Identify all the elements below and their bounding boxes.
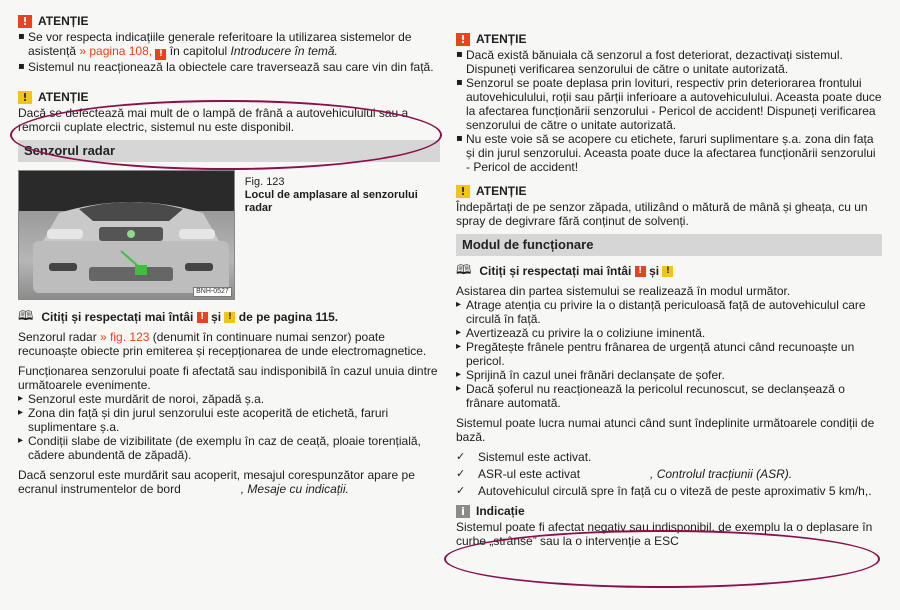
section-title-radar-sensor: Senzorul radar — [18, 140, 440, 162]
warning-yellow-icon: ! — [18, 91, 32, 104]
figure-link[interactable]: » fig. 123 — [100, 330, 150, 344]
list-item: ▸ Senzorul este murdărit de noroi, zăpadă ș.a. — [18, 392, 440, 406]
list-item: ▸ Zona din față și din jurul senzorului este acoperită de etichetă, faruri suplimentare ș.a. — [18, 406, 440, 434]
warning-item: ▪ Nu este voie să se acopere cu etichete, faruri suplimentare ș.a. zona din fața și din jurul senzorului. Aceasta poate duce la afectarea funcționării senzorului - Pericol de accident! — [456, 132, 882, 174]
left-column — [18, 0, 440, 502]
warning-box-snow-ice — [456, 184, 882, 228]
car-front-illustration — [19, 171, 235, 299]
section-title-operating-mode: Modul de funcționare — [456, 234, 882, 256]
warning-title: ATENȚIE — [476, 32, 527, 46]
warning-item: ▪ Senzorul se poate deplasa prin lovituri, respectiv prin deteriorarea frontului autovehiculului, roții sau părții inferioare a autovehiculului. Aceasta poate duce la afectarea funcționării senzorului - Pericol de accident! Dispuneți verificarea senzorului de către o unitate autorizată. — [456, 76, 882, 132]
book-icon: 🕮 — [18, 309, 34, 324]
warning-box-system-limits — [18, 14, 440, 74]
figure-123 — [18, 170, 440, 300]
warning-red-icon: ! — [197, 312, 208, 323]
warning-title: ATENȚIE — [38, 14, 89, 28]
condition-list — [18, 392, 440, 462]
list-item: ▸ Avertizează cu privire la o coliziune iminentă. — [456, 326, 882, 340]
warning-title: ATENȚIE — [38, 90, 89, 104]
note-body: Sistemul poate fi afectat negativ sau indisponibil, de exemplu la o deplasare în curbe „strânse” sau la o intervenție a ESC — [456, 520, 873, 548]
book-icon: 🕮 — [456, 263, 472, 278]
warning-yellow-icon: ! — [662, 266, 673, 277]
warning-yellow-icon: ! — [224, 312, 235, 323]
page-link[interactable]: » pagina 108, — [79, 44, 153, 58]
list-item: ✓ ASR-ul este activat , Controlul tracțiunii (ASR). — [456, 467, 882, 481]
read-first-reference: 🕮 Citiți și respectați mai întâi ! și ! de pe pagina 115. — [18, 309, 339, 324]
list-item: ▸ Condiții slabe de vizibilitate (de exemplu în caz de ceață, ploaie torențială, cădere abundentă de zăpadă). — [18, 434, 440, 462]
read-first-reference: 🕮 Citiți și respectați mai întâi ! și ! — [456, 264, 882, 278]
list-item: ▸ Dacă șoferul nu reacționează la pericolul recunoscut, se declanșează o frânare automată. — [456, 382, 882, 410]
warning-box-brake-lamps — [18, 90, 440, 134]
warning-item: ▪ Sistemul nu reacționează la obiectele care traversează sau care vin din față. — [18, 60, 440, 74]
paragraph-conditions-intro: Sistemul poate lucra numai atunci când sunt îndeplinite următoarele condiții de bază. — [456, 416, 875, 444]
warning-item: ▪ Dacă există bănuiala că senzorul a fost deteriorat, dezactivați sistemul. Dispuneți verificarea senzorului de către o unitate autorizată. — [456, 48, 882, 76]
warning-red-icon: ! — [635, 266, 646, 277]
list-item: ▸ Atrage atenția cu privire la o distanță periculoasă față de autovehiculul care circulă în față. — [456, 298, 882, 326]
car-front-image — [18, 170, 235, 300]
warning-red-icon: ! — [456, 33, 470, 46]
warning-yellow-icon: ! — [456, 185, 470, 198]
assist-mode-list — [456, 298, 882, 410]
warning-item: ▪ Se vor respecta indicațiile generale referitoare la utilizarea sistemelor de asistență » pagina 108, ! în capitolul Introducere în temă. — [18, 30, 440, 60]
list-item: ✓ Sistemul este activat. — [456, 450, 882, 464]
right-column — [456, 0, 882, 554]
warning-red-icon: ! — [155, 49, 166, 60]
paragraph-radar-intro: Senzorul radar » fig. 123 (denumit în continuare numai senzor) poate recunoaște obiecte prin emiterea și recepționarea de unde electromagnetice. — [18, 330, 427, 358]
note-box — [456, 504, 882, 548]
warning-title: ATENȚIE — [476, 184, 527, 198]
warning-body: Îndepărtați de pe senzor zăpada, utilizând o mătură de mână și gheața, cu un spray de degivrare fără conținut de solvenți. — [456, 200, 868, 228]
figure-code: BNH-0527 — [193, 287, 232, 297]
figure-title: Locul de amplasare al senzorului radar — [244, 189, 418, 214]
list-item: ✓ Autovehiculul circulă spre în față cu o viteză de peste aproximativ 5 km/h,. — [456, 484, 882, 498]
paragraph-dirty-sensor: Dacă senzorul este murdărit sau acoperit, mesajul corespunzător apare pe ecranul instrumentelor de bord , Mesaje cu indicații. — [18, 468, 415, 496]
warning-body: Dacă se defectează mai mult de o lampă de frână a autovehiculului sau a remorcii cuplate electric, sistemul nu este disponibil. — [18, 106, 409, 134]
warning-box-sensor-damage — [456, 32, 882, 174]
paragraph-functionality: Funcționarea senzorului poate fi afectată sau indisponibilă în cazul unuia dintre următoarele evenimente. — [18, 364, 438, 392]
prerequisite-list — [456, 450, 882, 498]
paragraph-assist-intro: Asistarea din partea sistemului se realizează în modul următor. — [456, 284, 791, 298]
note-title: Indicație — [476, 504, 525, 518]
warning-red-icon: ! — [18, 15, 32, 28]
list-item: ▸ Sprijină în cazul unei frânări declanșate de șofer. — [456, 368, 882, 382]
list-item: ▸ Pregătește frânele pentru frânarea de urgență atunci când recunoaște un pericol. — [456, 340, 882, 368]
figure-number: Fig. 123 — [244, 176, 285, 188]
note-icon: i — [456, 505, 470, 518]
